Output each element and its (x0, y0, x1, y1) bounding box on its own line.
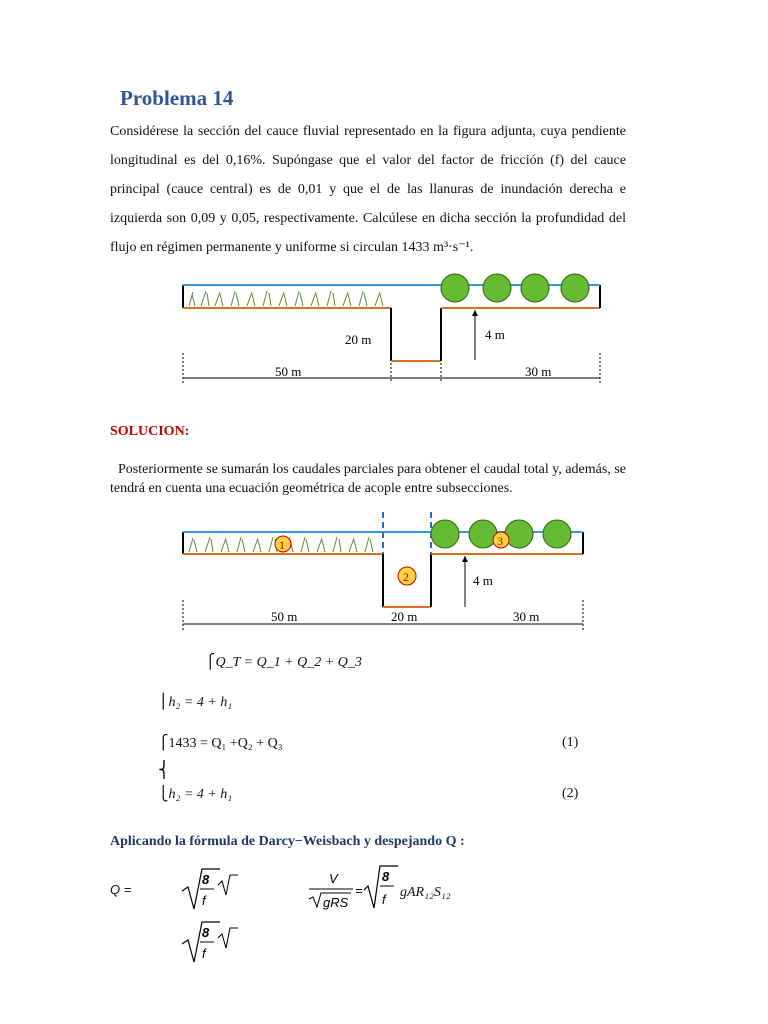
label-4m: 4 m (473, 573, 493, 588)
label-30m: 30 m (513, 609, 540, 624)
solution-heading: SOLUCION: (110, 424, 190, 439)
label-50m: 50 m (271, 609, 298, 624)
svg-text:8: 8 (202, 872, 210, 887)
sqrt-8-over-f-rhs (362, 862, 402, 912)
q-label: Q = (110, 882, 132, 897)
label-4m: 4 m (485, 327, 505, 342)
label-30m: 30 m (525, 364, 552, 379)
statement-text: Considérese la sección del cauce fluvial representado en la figura adjunta, cuya pendiente longitudinal es del 0,16%. Supóngase que el valor del factor de fricción (f) del cauce principal (cauce central) es de 0,01 y que el de las llanuras de inundación derecha e izquierda son 0,09 y 0,05, respectivamente. Calcúlese en dicha sección la profundidad del flujo en régimen permanente y uniforme si circulan 1433 m³·s⁻¹. (110, 124, 626, 255)
page-title: Problema 14 (120, 86, 234, 110)
svg-text:8: 8 (202, 925, 210, 940)
svg-text:V: V (329, 871, 338, 886)
brace: ⎨ (158, 762, 170, 779)
zone-3-label: 3 (497, 534, 503, 548)
svg-text:8: 8 (382, 869, 390, 884)
sqrt-8-over-f-2 (180, 918, 240, 968)
equation-1: ⎧1433 = Q₁ +Q₂ + Q₃ (158, 736, 283, 751)
figure-channel-section (175, 268, 615, 388)
label-50m: 50 m (275, 364, 302, 379)
zone-1-label: 1 (279, 538, 285, 552)
equation-1-number: (1) (562, 735, 579, 750)
darcy-heading: Aplicando la fórmula de Darcy−Weisbach y despejando Q : (110, 834, 465, 849)
equation-total: ⎧Q_T = Q_1 + Q_2 + Q_3 (205, 655, 362, 670)
figure-subsections (175, 512, 595, 632)
solution-text: Posteriormente se sumarán los caudales parciales para obtener el caudal total y, además, se tendrá en cuenta una ecuación geométrica de acople entre subsecciones. (110, 462, 626, 496)
problem-statement (110, 117, 626, 262)
svg-text:f: f (382, 892, 386, 907)
svg-text:gRS: gRS (323, 895, 349, 910)
equation-2-number: (2) (562, 786, 579, 801)
equation-geom: ⎪h₂ = 4 + h₁ (158, 695, 233, 710)
label-20m: 20 m (345, 332, 372, 347)
svg-text:f: f (202, 893, 206, 908)
sqrt-8-over-f (180, 865, 240, 915)
tree-icon (441, 274, 589, 302)
svg-text:f: f (202, 946, 206, 961)
svg-text:=: = (355, 883, 363, 898)
equation-2: ⎩h₂ = 4 + h₁ (158, 787, 233, 802)
zone-2-label: 2 (403, 570, 409, 584)
label-20m: 20 m (391, 609, 418, 624)
darcy-rhs: gAR₁₂S₁₂ (400, 885, 451, 900)
grass-icon (189, 291, 383, 306)
